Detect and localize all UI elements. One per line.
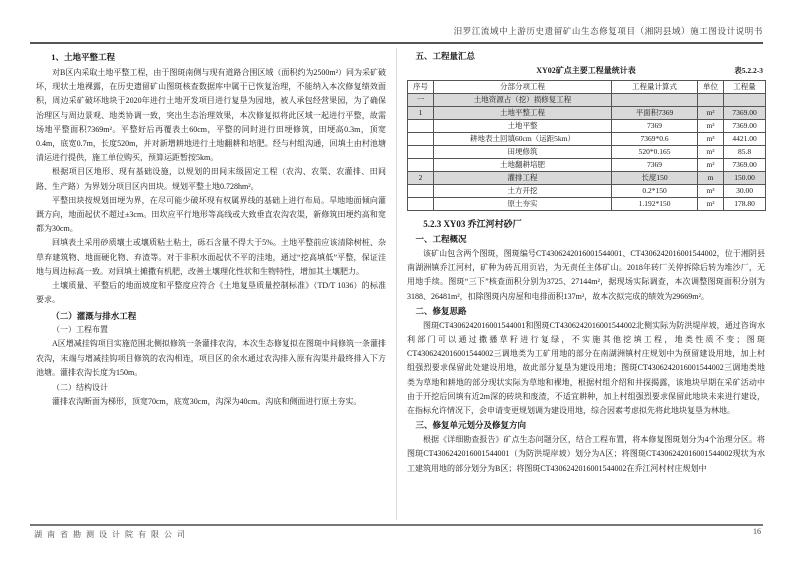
table-row bbox=[408, 172, 766, 185]
cell-no bbox=[408, 198, 434, 211]
cell-calc: 7369 bbox=[612, 159, 698, 172]
cell-qty bbox=[724, 94, 766, 107]
col-header: 工程量 bbox=[724, 81, 766, 94]
cell-calc: 长度150 bbox=[612, 172, 698, 185]
cell-no bbox=[408, 146, 434, 159]
header-divider bbox=[30, 42, 763, 44]
cell-calc: 0.2*150 bbox=[612, 185, 698, 198]
col-header: 序号 bbox=[408, 81, 434, 94]
table-row bbox=[408, 146, 766, 159]
paragraph: 该矿山包含两个图斑，图斑编号CT4306242016001544001、CT4306242016001544002，位于湘阴县南湖洲镇乔江河村，矿种为砖瓦用页岩，为无责任主体矿山。2018年砖厂关停拆除后转为堆沙厂，无用地手续。图斑“三下”核查面积分别为3725、27144m²，据现场实际调查，本次调整图斑面积分别为3188、26481m²，扣除图斑内房屋和电排面积137m²，故本次拟完成的绩效为29669m²。 bbox=[407, 249, 765, 301]
table-row bbox=[408, 120, 766, 133]
cell-no: 2 bbox=[408, 172, 434, 185]
left-column bbox=[36, 49, 386, 409]
section-heading: 五、工程量汇总 bbox=[415, 51, 476, 61]
paragraph: 对B区内采取土地平整工程，由于图斑南侧与现有道路合围区域（面积约为2500m²）同为采矿破坏，现状土地裸露，在历史遗留矿山图斑核查数据库中属于已恢复治理，不能纳入本次修复绩效面积，周边采矿破坏地块于2020年进行土地开发项目进行复垦为园地，被人承包经营果园，为了确保治理区与周边景观、地类协调一致，突出生态治理效果，本次修复拟将此区域一起进行平整，故需场地平整面积7369m²。平整好后再覆表土60cm，平整的同时进行田埂修筑，田埂高0.3m，顶宽0.4m，底宽0.7m，长度520m，并对新增耕地进行土地翻耕和培肥。经与村组沟通，回填土由村池塘清运进行提供，施工单位购买，预算运距暂按5km。 bbox=[36, 68, 386, 163]
table-header-row bbox=[408, 81, 766, 94]
column-divider bbox=[396, 48, 397, 520]
paragraph: 平整田块按规划田埂为界，在尽可能少破坏现有权属界线的基础上进行布局。旱地地面倾向灌溉方向，地面起伏不超过±3cm。田坎应平行地形等高线或大致垂直农沟农渠，新修筑田埂约高和宽都为30cm。 bbox=[36, 195, 386, 234]
cell-name: 灌排工程 bbox=[434, 172, 612, 185]
cell-name: 土地平整工程 bbox=[434, 107, 612, 120]
cell-unit: m³ bbox=[698, 146, 724, 159]
section-heading: 5.2.3 XY03 乔江河村砂厂 bbox=[423, 219, 522, 229]
paragraph: A区增减挂钩项目实施范围北侧拟修筑一条灌排农沟，本次生态修复拟在图斑中间修筑一条灌排农沟，末端与增减挂钩项目修筑的农沟相连，项目区的余水通过农沟排入原有沟渠并最终排入下方池塘。灌排农沟长度为150m。 bbox=[36, 339, 386, 377]
cell-unit: m² bbox=[698, 107, 724, 120]
col-header: 工程量计算式 bbox=[612, 81, 698, 94]
cell-qty: 178.80 bbox=[724, 198, 766, 211]
subsection-heading: 一、工程概况 bbox=[415, 234, 467, 244]
cell-no: 1 bbox=[408, 107, 434, 120]
quantity-table bbox=[407, 80, 766, 211]
cell-calc: 1.192*150 bbox=[612, 198, 698, 211]
cell-no: 一 bbox=[408, 94, 434, 107]
cell-name: 土地平整 bbox=[434, 120, 612, 133]
cell-no bbox=[408, 159, 434, 172]
cell-unit: m³ bbox=[698, 185, 724, 198]
cell-name: 耕地表土回填60cm（运距5km） bbox=[434, 133, 612, 146]
table-title: XY02矿点主要工程量统计表 bbox=[536, 66, 636, 75]
cell-qty: 30.00 bbox=[724, 185, 766, 198]
subsection-label: （二）结构设计 bbox=[52, 383, 108, 393]
right-column bbox=[407, 49, 765, 476]
cell-no bbox=[408, 133, 434, 146]
paragraph: 根据《详细勘查报告》矿点生态问题分区，结合工程布置，将本修复图斑划分为4个治理分区。将图斑CT4306242016001544001（为防洪堤岸坡）划分为A区；将图斑CT4306242016001544002现状为水工建筑用地的部分划分为B区；将图斑CT4306242016001544002在乔江河村村庄规划中 bbox=[407, 435, 765, 473]
cell-name: 土地资源占（挖）损修复工程 bbox=[434, 94, 612, 107]
cell-calc: 7369*0.6 bbox=[612, 133, 698, 146]
cell-qty: 7369.00 bbox=[724, 159, 766, 172]
cell-unit: m² bbox=[698, 159, 724, 172]
footer-company: 湖南省勘测设计院有限公司 bbox=[34, 530, 190, 539]
paragraph: 灌排农沟断面为梯形，顶宽70cm，底宽30cm，沟深为40cm。沟底和侧面进行原土夯实。 bbox=[52, 397, 362, 407]
table-row bbox=[408, 198, 766, 211]
cell-qty: 7369.00 bbox=[724, 120, 766, 133]
paragraph: 土壤质量、平整后的地面坡度和平整度应符合《土地复垦质量控制标准》（TD/T 1036）的标准要求。 bbox=[36, 281, 386, 305]
cell-calc bbox=[612, 94, 698, 107]
cell-qty: 85.8 bbox=[724, 146, 766, 159]
subsection-heading: （二）灌溉与排水工程 bbox=[51, 311, 137, 322]
cell-unit: m² bbox=[698, 198, 724, 211]
table-row bbox=[408, 159, 766, 172]
subsection-heading: 三、修复单元划分及修复方向 bbox=[415, 420, 527, 431]
cell-qty: 4421.00 bbox=[724, 133, 766, 146]
paragraph: 根据项目区地形、现有基础设施，以规划的田间末级固定工程（农沟、农渠、农灌排、田间路、生产路）为界划分项目区内田块。规划平整土地0.728hm²。 bbox=[36, 167, 386, 191]
subsection-label: （一）工程布置 bbox=[52, 325, 108, 335]
section-heading: 1、土地平整工程 bbox=[51, 52, 116, 62]
paragraph: 图斑CT4306242016001544001和图斑CT4306242016001544002北侧实际为防洪堤岸坡，通过咨询水利部门可以通过撒播草籽进行复绿，不实施其他挖填工程，地类性质不变；图斑CT4306242016001544002三调地类为工矿用地的部分在南湖洲镇村庄规划中为预留建设用地，加上村组强烈要求保留此处建设用地，故此部分复垦为建设用地；图斑CT4306242016001544002三调地类地类为草地和耕地的部分现状实际为草地和裸地，根据村组介绍和井探揭露，该地块早期在采矿活动中由于开挖后回填有近2m深的砖块和废渣，不适宜耕种，加上村组强烈要求保留此地块未来进行建设，在指标允许情况下，会申请变更规划调为建设用地，综合因素考虑拟先将此地块复垦为林地。 bbox=[407, 320, 765, 416]
cell-qty: 7369.00 bbox=[724, 107, 766, 120]
cell-calc: 7369 bbox=[612, 120, 698, 133]
footer-divider bbox=[30, 524, 763, 526]
cell-name: 原土夯实 bbox=[434, 198, 612, 211]
cell-name: 土地翻耕培肥 bbox=[434, 159, 612, 172]
cell-unit bbox=[698, 94, 724, 107]
cell-unit: m³ bbox=[698, 133, 724, 146]
table-row bbox=[408, 107, 766, 120]
cell-name: 土方开挖 bbox=[434, 185, 612, 198]
header-title: 汨罗江流域中上游历史遗留矿山生态修复项目（湘阴县域）施工图设计说明书 bbox=[453, 26, 763, 36]
cell-calc: 平面积7369 bbox=[612, 107, 698, 120]
table-row bbox=[408, 185, 766, 198]
table-row bbox=[408, 133, 766, 146]
table-caption bbox=[407, 65, 765, 78]
cell-name: 田埂修筑 bbox=[434, 146, 612, 159]
cell-unit: m² bbox=[698, 120, 724, 133]
cell-qty: 150.00 bbox=[724, 172, 766, 185]
paragraph: 回填表土采用砂质壤土或壤质粘土粘土，砾石含量不得大于5%。土地平整前应该清除树桩、杂草弃建筑物、地面硬化物、弃渣等。对于非积水面起伏不平的洼地，通过“挖高填低”平整，保证洼地与周边标高一致。对回填土摊撒有机肥，改善土壤理化性状和生物特性，增加其土壤肥力。 bbox=[36, 238, 386, 276]
cell-unit: m bbox=[698, 172, 724, 185]
table-row bbox=[408, 94, 766, 107]
cell-no bbox=[408, 120, 434, 133]
col-header: 分部分项工程 bbox=[434, 81, 612, 94]
page-number: 16 bbox=[753, 527, 761, 536]
cell-no bbox=[408, 185, 434, 198]
cell-calc: 520*0.165 bbox=[612, 146, 698, 159]
subsection-heading: 二、修复思路 bbox=[415, 305, 467, 316]
table-number: 表5.2.2-3 bbox=[734, 66, 763, 75]
col-header: 单位 bbox=[698, 81, 724, 94]
